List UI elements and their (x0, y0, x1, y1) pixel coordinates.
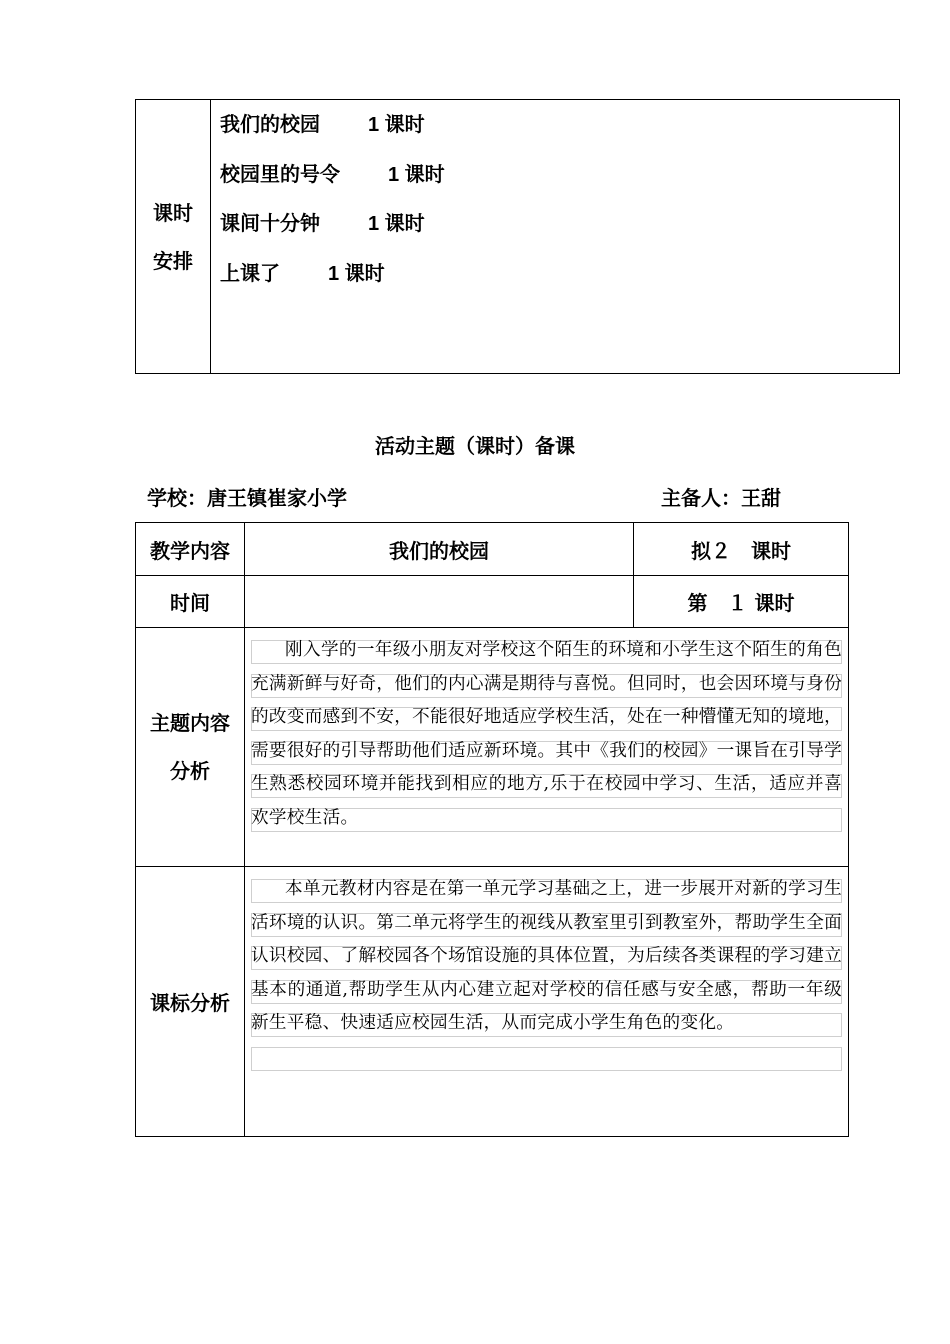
schedule-item (220, 158, 899, 208)
schedule-table (135, 99, 900, 374)
schedule-item-hours: 1 课时 (367, 213, 425, 235)
lesson-number: 第 １ 课时 (634, 576, 849, 628)
lesson-table (135, 522, 849, 1137)
schedule-item (220, 257, 899, 307)
theme-analysis-cell (245, 628, 849, 867)
schedule-item (220, 207, 899, 257)
schedule-item-name: 课间十分钟 (220, 211, 320, 235)
standard-analysis-cell (245, 867, 849, 1137)
time-label: 时间 (136, 576, 245, 628)
theme-analysis-text: 刚入学的一年级小朋友对学校这个陌生的环境和小学生这个陌生的角色充满新鲜与好奇，他们的内心满是期待与喜悦。但同时，也会因环境与身份的改变而感到不安，不能很好地适应学校生活，处在一种懵懂无知的境地，需要很好的引导帮助他们适应新环境。其中《我们的校园》一课旨在引导学生熟悉校园环境并能找到相应的地方,乐于在校园中学习、生活，适应并喜欢学校生活。 (251, 640, 842, 828)
schedule-item-name: 校园里的号令 (220, 161, 340, 186)
schedule-item-name: 上课了 (220, 260, 280, 285)
theme-label (136, 628, 245, 867)
schedule-item-hours: 1 课时 (367, 114, 425, 136)
school-name: 学校：唐王镇崔家小学 (147, 486, 347, 510)
page-title: 活动主题（课时）备课 (375, 434, 575, 458)
schedule-item-hours: 1 课时 (327, 262, 385, 285)
schedule-item-hours: 1 课时 (387, 163, 445, 186)
standard-label: 课标分析 (136, 867, 245, 1137)
content-label: 教学内容 (136, 523, 245, 576)
planned-hours: 拟２ 课时 (634, 523, 849, 576)
preparer-name: 主备人：王甜 (661, 486, 781, 510)
time-value (245, 576, 634, 628)
theme-label-line1: 主题内容 (150, 711, 230, 735)
schedule-items (211, 100, 900, 374)
theme-label-line2: 分析 (170, 759, 210, 783)
standard-analysis-text: 本单元教材内容是在第一单元学习基础之上，进一步展开对新的学习生活环境的认识。第二单元将学生的视线从教室里引到教室外，帮助学生全面认识校园、了解校园各个场馆设施的具体位置，为后续各类课程的学习建立基本的通道,帮助学生从内心建立起对学校的信任感与安全感，帮助一年级新生平稳、快速适应校园生活，从而完成小学生角色的变化。 (251, 879, 842, 1033)
schedule-label (136, 100, 211, 374)
schedule-label-line2: 安排 (153, 248, 193, 273)
schedule-item-name: 我们的校园 (220, 112, 320, 136)
content-value: 我们的校园 (245, 523, 634, 576)
schedule-item (220, 108, 899, 158)
schedule-label-line1: 课时 (153, 200, 193, 225)
